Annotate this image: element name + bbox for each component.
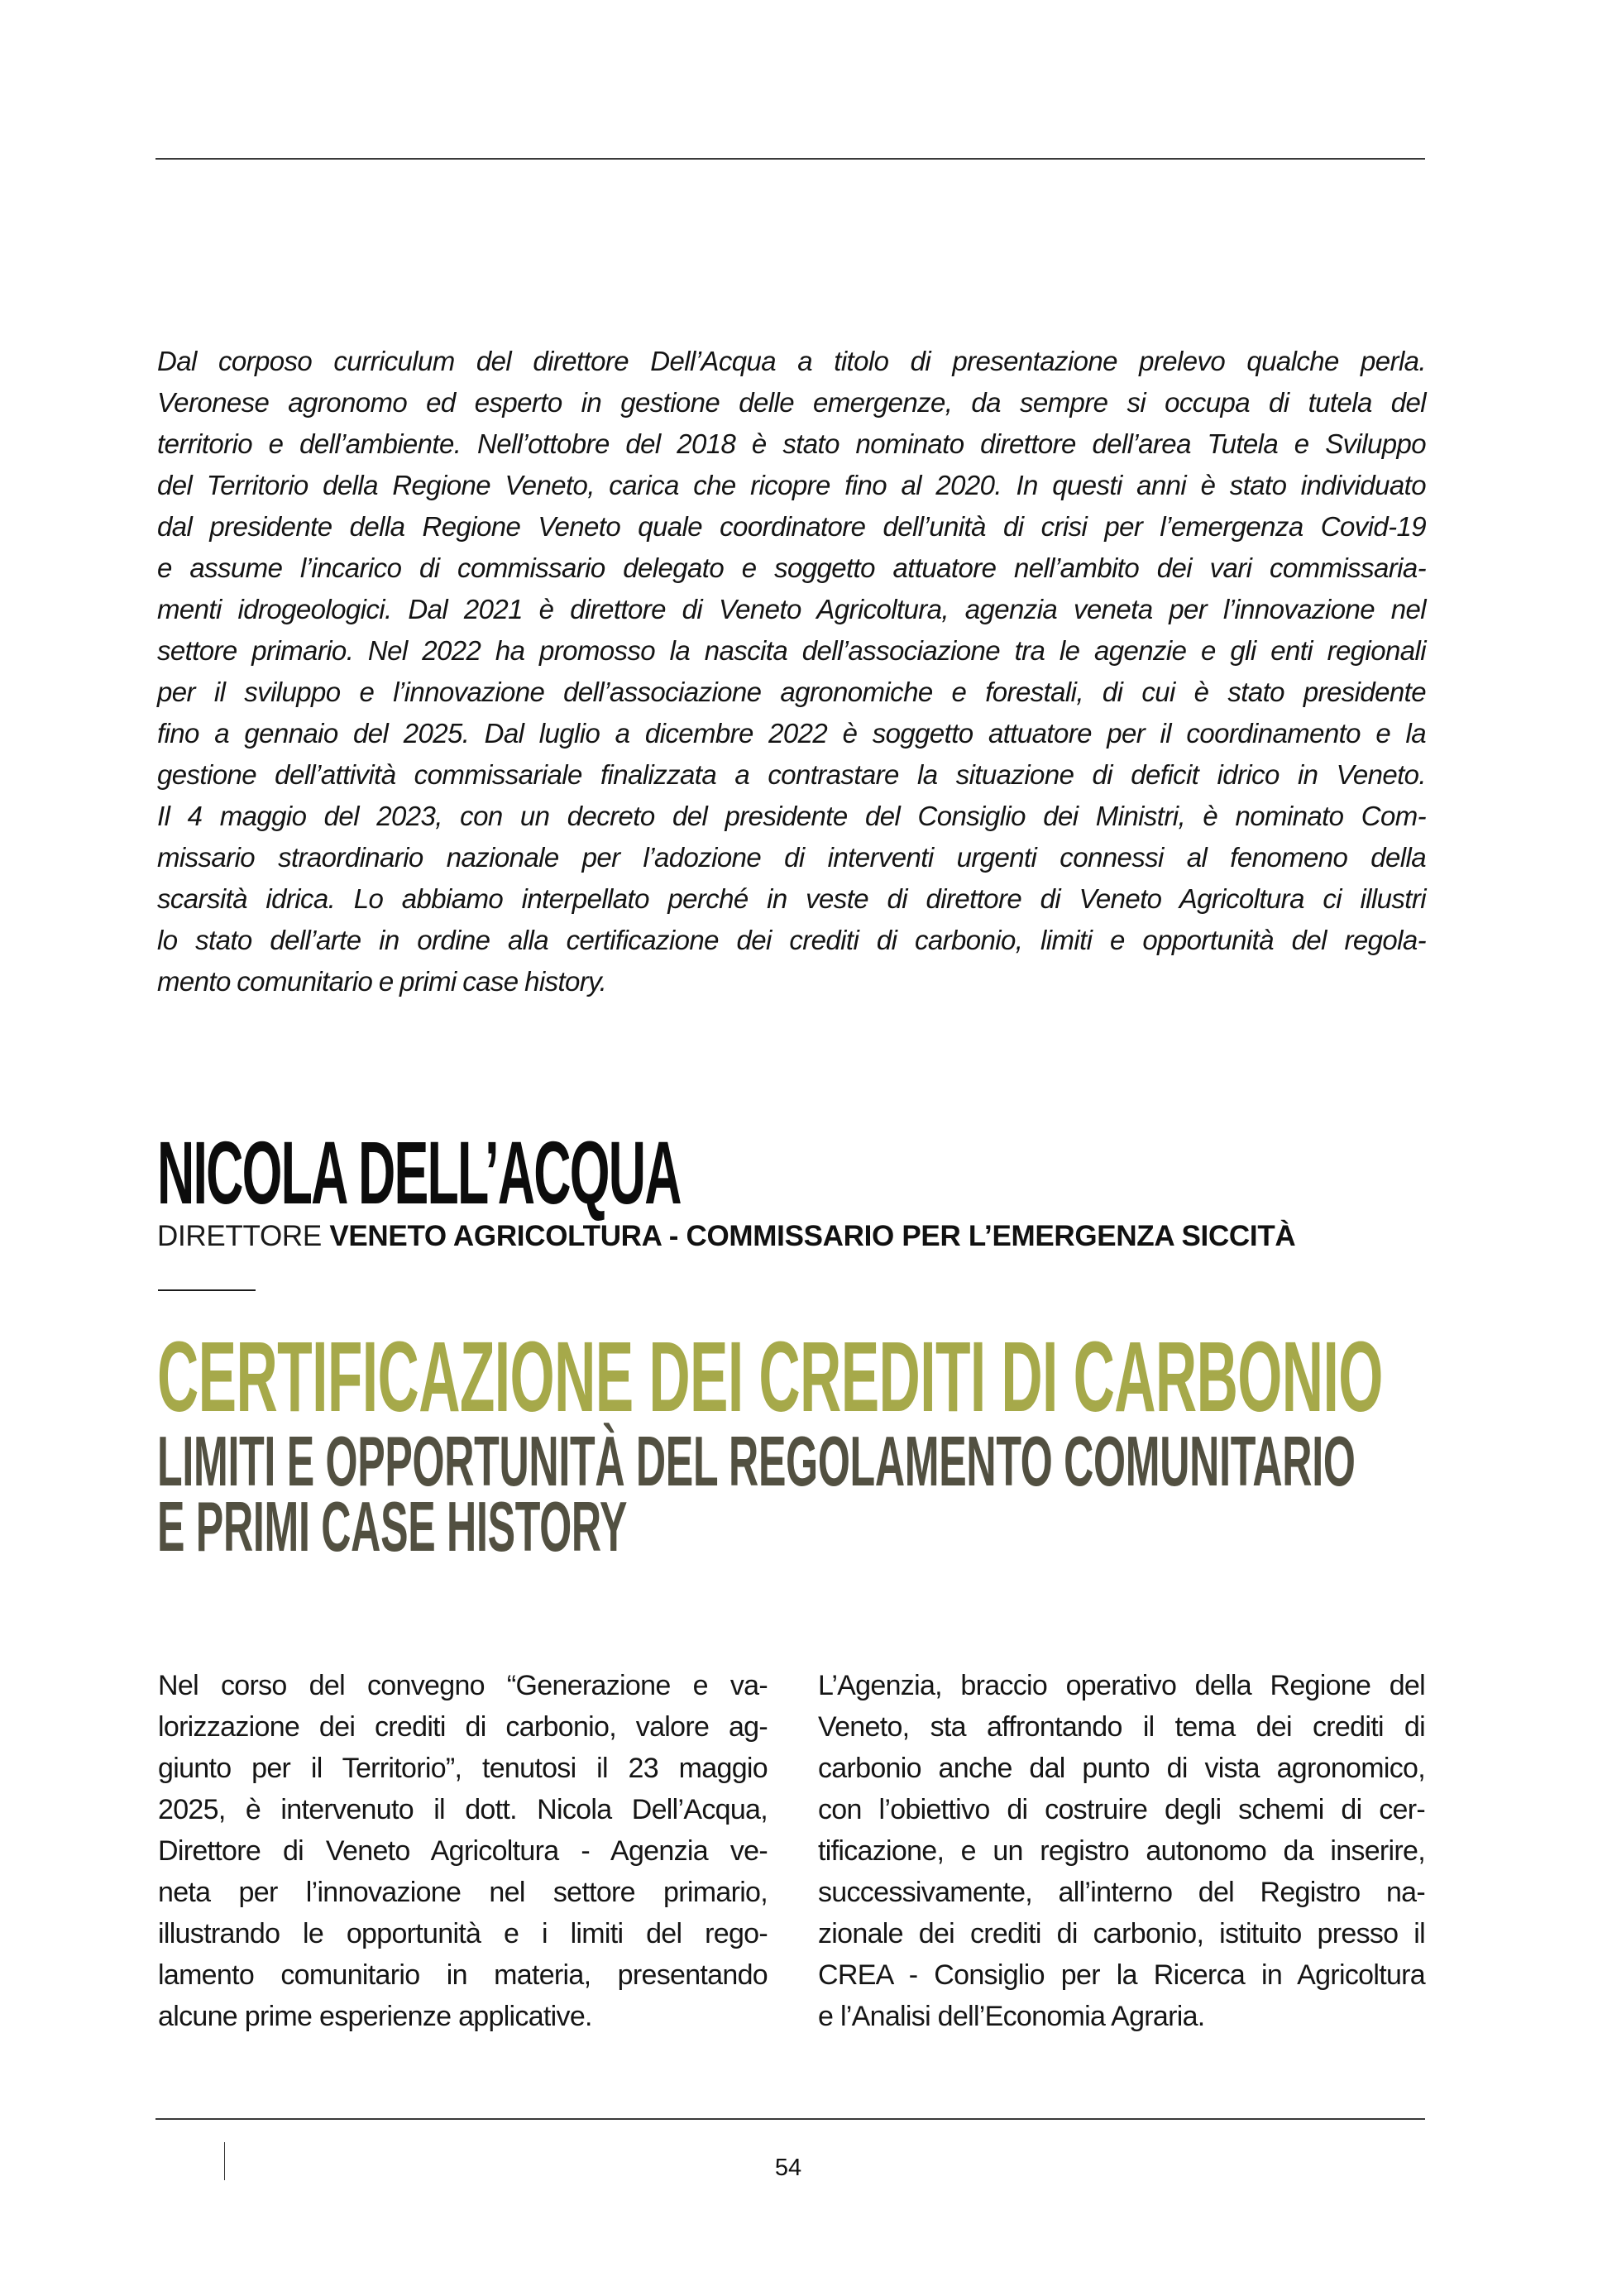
body-line: illustrando le opportunità e i limiti del rego- — [158, 1918, 768, 1949]
header-rule — [155, 158, 1425, 160]
intro-line: scarsità idrica. Lo abbiamo interpellato perché in veste di direttore di Veneto Agricoltura ci illustri — [157, 883, 1426, 914]
author-name: NICOLA DELL’ACQUA — [157, 1122, 681, 1222]
section-divider — [158, 1289, 256, 1291]
body-line: neta per l’innovazione nel settore primario, — [158, 1877, 768, 1908]
body-line: L’Agenzia, braccio operativo della Regione del — [818, 1670, 1425, 1701]
subtitle-line: E PRIMI CASE HISTORY — [157, 1488, 628, 1567]
intro-line: gestione dell’attività commissariale finalizzata a contrastare la situazione di deficit idrico in Veneto. — [157, 759, 1426, 790]
page-number: 54 — [774, 2155, 802, 2181]
author-role-prefix: DIRETTORE — [157, 1220, 330, 1252]
body-line: Direttore di Veneto Agricoltura - Agenzia ve- — [158, 1835, 768, 1867]
intro-line: lo stato dell’arte in ordine alla certificazione dei crediti di carbonio, limiti e opportunità del regola- — [157, 925, 1426, 955]
author-role-title: VENETO AGRICOLTURA - COMMISSARIO PER L’EMERGENZA SICCITÀ — [329, 1220, 1296, 1252]
subtitle-line: LIMITI E OPPORTUNITÀ DEL REGOLAMENTO COMUNITARIO — [157, 1423, 1356, 1501]
body-column-left — [158, 1665, 768, 2037]
body-line: zionale dei crediti di carbonio, istituito presso il — [818, 1918, 1425, 1949]
body-line: con l’obiettivo di costruire degli schemi di cer- — [818, 1794, 1425, 1825]
body-line: successivamente, all’interno del Registro na- — [818, 1877, 1425, 1908]
body-line: carbonio anche dal punto di vista agronomico, — [818, 1753, 1425, 1784]
author-role — [157, 1219, 1295, 1254]
intro-line: Il 4 maggio del 2023, con un decreto del presidente del Consiglio dei Ministri, è nominato Com- — [157, 801, 1426, 831]
body-line: alcune prime esperienze applicative. — [158, 2001, 592, 2032]
intro-line: fino a gennaio del 2025. Dal luglio a dicembre 2022 è soggetto attuatore per il coordinamento e la — [157, 718, 1426, 749]
body-line: CREA - Consiglio per la Ricerca in Agricoltura — [818, 1959, 1425, 1991]
intro-line: territorio e dell’ambiente. Nell’ottobre del 2018 è stato nominato direttore dell’area Tutela e Sviluppo — [157, 428, 1426, 459]
footer-rule — [155, 2118, 1425, 2120]
intro-line: del Territorio della Regione Veneto, carica che ricopre fino al 2020. In questi anni è stato individuato — [157, 470, 1426, 500]
intro-line: missario straordinario nazionale per l’adozione di interventi urgenti connessi al fenomeno della — [157, 842, 1426, 873]
intro-line: Veronese agronomo ed esperto in gestione delle emergenze, da sempre si occupa di tutela del — [157, 387, 1426, 418]
body-column-right — [818, 1665, 1425, 2037]
body-line: e l’Analisi dell’Economia Agraria. — [818, 2001, 1205, 2032]
article-title: CERTIFICAZIONE DEI CREDITI DI CARBONIO — [157, 1320, 1383, 1433]
intro-paragraph — [157, 341, 1426, 1002]
intro-line: settore primario. Nel 2022 ha promosso la nascita dell’associazione tra le agenzie e gli enti regionali — [157, 635, 1426, 666]
intro-line: e assume l’incarico di commissario delegato e soggetto attuatore nell’ambito dei vari commissaria- — [157, 552, 1426, 583]
intro-line: Dal corposo curriculum del direttore Dell’Acqua a titolo di presentazione prelevo qualche perla. — [157, 346, 1426, 376]
intro-line: menti idrogeologici. Dal 2021 è direttore di Veneto Agricoltura, agenzia veneta per l’innovazione nel — [157, 594, 1426, 624]
body-line: Veneto, sta affrontando il tema dei crediti di — [818, 1711, 1425, 1743]
intro-line: mento comunitario e primi case history. — [157, 966, 607, 997]
body-line: Nel corso del convegno “Generazione e va- — [158, 1670, 768, 1701]
body-line: tificazione, e un registro autonomo da inserire, — [818, 1835, 1425, 1867]
intro-line: per il sviluppo e l’innovazione dell’associazione agronomiche e forestali, di cui è stato presidente — [157, 677, 1426, 707]
body-line: 2025, è intervenuto il dott. Nicola Dell’Acqua, — [158, 1794, 768, 1825]
footer-tick-mark — [224, 2142, 225, 2180]
intro-line: dal presidente della Regione Veneto quale coordinatore dell’unità di crisi per l’emergenza Covid-19 — [157, 511, 1426, 542]
article-subtitle — [157, 1423, 1356, 1567]
body-line: lamento comunitario in materia, presentando — [158, 1959, 768, 1991]
body-line: lorizzazione dei crediti di carbonio, valore ag- — [158, 1711, 768, 1743]
body-line: giunto per il Territorio”, tenutosi il 23 maggio — [158, 1753, 768, 1784]
